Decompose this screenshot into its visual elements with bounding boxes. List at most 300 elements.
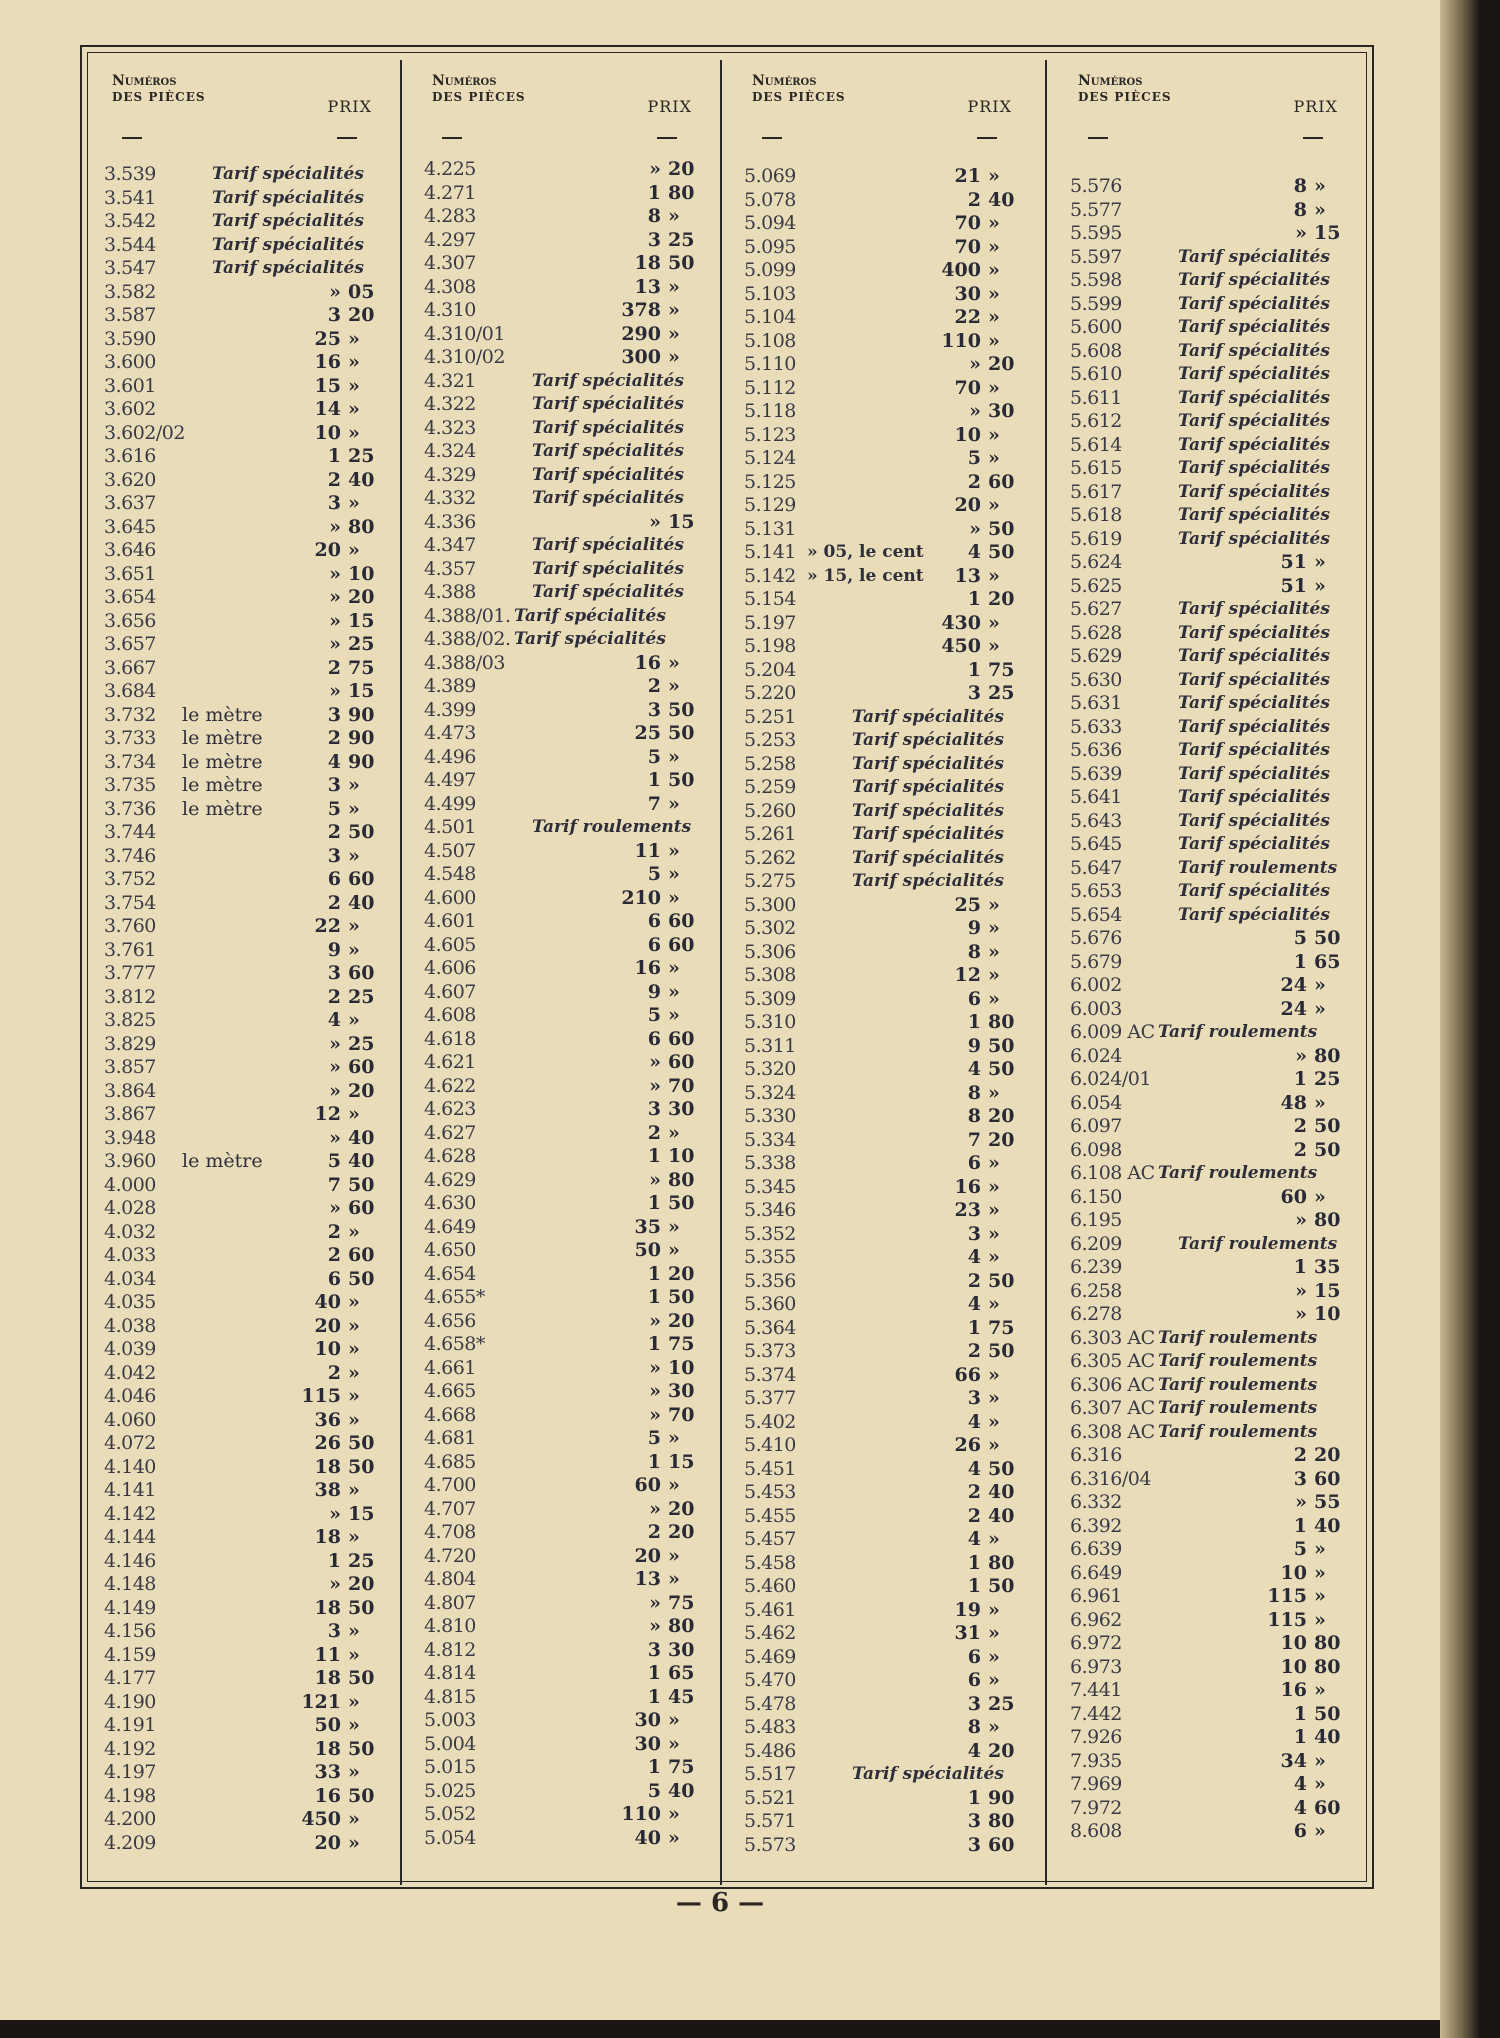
header-numeros-line1: Numéros <box>112 73 177 89</box>
price-centimes: 55 <box>1314 1491 1341 1513</box>
table-row <box>402 957 722 981</box>
price-centimes: 25 <box>348 1549 375 1572</box>
price-centimes: 40 <box>1314 1514 1341 1537</box>
table-row <box>82 657 402 681</box>
tarif-note: Tarif spécialités <box>532 464 684 485</box>
part-number: 4.623 <box>424 1098 476 1120</box>
table-row <box>722 1599 1042 1623</box>
price-francs: 1 <box>967 1316 981 1339</box>
part-number: 6.209 <box>1070 1232 1122 1255</box>
part-number: 4.665 <box>424 1380 476 1402</box>
price-centimes: 20 <box>348 304 375 326</box>
price-francs: 5 <box>1293 1538 1307 1560</box>
price-centimes: » <box>988 235 1000 258</box>
price-centimes: 60 <box>668 910 695 932</box>
price-centimes: » <box>1314 1749 1326 1772</box>
price-centimes: 60 <box>348 1244 375 1266</box>
price-francs: 2 <box>967 1481 981 1503</box>
table-row <box>82 821 402 845</box>
part-number: 3.864 <box>104 1079 156 1102</box>
price-centimes: 15 <box>668 510 695 533</box>
price-francs: 3 <box>967 682 981 704</box>
table-row <box>402 1310 722 1334</box>
tarif-note: Tarif spécialités <box>532 488 684 508</box>
table-row <box>1048 528 1368 552</box>
part-number: 6.303 AC <box>1070 1326 1155 1349</box>
price-francs: » <box>1295 1044 1307 1067</box>
price-column-3 <box>722 55 1042 1885</box>
table-row <box>722 1105 1042 1129</box>
price-francs: 1 <box>1293 1726 1307 1748</box>
price-francs: 6 <box>967 1669 981 1691</box>
price-centimes: 30 <box>668 1380 695 1402</box>
table-row <box>722 1810 1042 1834</box>
table-row <box>82 1409 402 1433</box>
price-francs: 3 <box>327 703 341 726</box>
table-row <box>82 398 402 422</box>
part-number: 5.360 <box>744 1293 796 1315</box>
column-header <box>402 55 722 145</box>
table-row <box>1048 1491 1368 1515</box>
price-centimes: 50 <box>348 1455 375 1478</box>
price-francs: 70 <box>954 376 981 399</box>
price-francs: 5 <box>647 1004 661 1026</box>
tarif-note: Tarif spécialités <box>1178 270 1330 290</box>
part-number: 4.192 <box>104 1737 156 1760</box>
table-row <box>402 1404 722 1428</box>
price-centimes: 10 <box>1314 1303 1341 1325</box>
price-centimes: 40 <box>348 1126 375 1149</box>
part-number: 4.388 <box>424 581 476 603</box>
price-francs: 2 <box>327 727 341 749</box>
price-centimes: 20 <box>988 588 1015 610</box>
price-centimes: 05 <box>348 280 375 303</box>
price-francs: 14 <box>314 398 341 420</box>
part-number: 5.364 <box>744 1316 796 1339</box>
price-centimes: 15 <box>1314 1279 1341 1302</box>
price-centimes: » <box>1314 1608 1326 1631</box>
price-centimes: » <box>1314 974 1326 996</box>
price-centimes: 20 <box>668 158 695 180</box>
price-centimes: 90 <box>348 750 375 773</box>
price-francs: 10 <box>954 423 981 446</box>
part-number: 5.576 <box>1070 175 1122 197</box>
price-francs: 6 <box>967 1152 981 1174</box>
table-row <box>82 798 402 822</box>
part-number: 8.608 <box>1070 1820 1122 1842</box>
table-row <box>722 424 1042 448</box>
price-francs: 8 <box>967 1105 981 1127</box>
price-francs: 2 <box>647 1121 661 1144</box>
table-row <box>1048 1632 1368 1656</box>
price-francs: 2 <box>327 1220 341 1243</box>
price-francs: 5 <box>327 797 341 820</box>
table-row <box>82 1244 402 1268</box>
table-row <box>82 633 402 657</box>
price-francs: 5 <box>1293 927 1307 949</box>
price-centimes: » <box>988 1622 1000 1644</box>
price-centimes: » <box>348 915 360 937</box>
price-francs: 18 <box>314 1667 341 1689</box>
table-row <box>82 351 402 375</box>
part-number: 4.000 <box>104 1173 156 1196</box>
part-number: 6.316/04 <box>1070 1467 1151 1490</box>
price-francs: 18 <box>634 252 661 274</box>
tarif-note: Tarif spécialités <box>212 258 364 278</box>
part-number: 5.197 <box>744 611 796 634</box>
price-centimes: » <box>348 1831 360 1854</box>
table-row <box>1048 763 1368 787</box>
part-number: 5.141 <box>744 541 796 563</box>
table-row <box>402 769 722 793</box>
part-number: 5.054 <box>424 1826 476 1849</box>
part-number: 3.733 <box>104 727 156 749</box>
header-numeros-line1: Numéros <box>1078 73 1143 89</box>
table-row <box>402 1263 722 1287</box>
price-francs: 38 <box>314 1479 341 1501</box>
tarif-note: Tarif spécialités <box>1178 458 1330 478</box>
part-number: 4.142 <box>104 1502 156 1525</box>
part-number: 4.032 <box>104 1220 156 1243</box>
price-centimes: » <box>668 651 680 674</box>
table-row <box>722 212 1042 236</box>
part-number: 4.191 <box>104 1714 156 1736</box>
table-row <box>1048 1562 1368 1586</box>
part-number: 4.499 <box>424 792 476 815</box>
table-row <box>722 659 1042 683</box>
price-centimes: 80 <box>1314 1632 1341 1654</box>
table-row <box>402 276 722 300</box>
tarif-note: Tarif spécialités <box>852 847 1004 868</box>
price-centimes: » <box>348 1690 360 1713</box>
price-centimes: » <box>348 421 360 444</box>
table-row <box>1048 1233 1368 1257</box>
price-francs: » <box>649 1615 661 1637</box>
price-francs: 25 <box>314 327 341 350</box>
table-row <box>1048 1209 1368 1233</box>
tarif-note: Tarif spécialités <box>1178 810 1330 831</box>
price-centimes: » <box>668 346 680 368</box>
part-number: 5.198 <box>744 635 796 657</box>
table-row <box>402 675 722 699</box>
price-column-4 <box>1048 55 1368 1885</box>
price-francs: 1 <box>967 1551 981 1574</box>
part-number: 5.631 <box>1070 692 1122 714</box>
part-number: 3.760 <box>104 915 156 937</box>
price-centimes: 25 <box>348 633 375 655</box>
column-header <box>82 55 402 145</box>
price-list <box>1048 175 1368 1844</box>
table-row <box>82 1432 402 1456</box>
price-francs: 115 <box>1267 1608 1307 1631</box>
price-centimes: » <box>988 165 1000 187</box>
tarif-note: Tarif roulements <box>1158 1022 1318 1042</box>
part-number: 4.200 <box>104 1808 156 1830</box>
price-centimes: » <box>988 987 1000 1010</box>
price-francs: » <box>329 1056 341 1078</box>
part-number: 5.261 <box>744 823 796 845</box>
price-francs: 8 <box>1293 175 1307 197</box>
unit-label: le mètre <box>182 797 263 820</box>
price-francs: 20 <box>954 494 981 516</box>
table-row <box>82 1338 402 1362</box>
table-row <box>1048 951 1368 975</box>
tarif-note: Tarif spécialités <box>1178 693 1330 713</box>
part-number: 4.198 <box>104 1784 156 1807</box>
price-centimes: » <box>348 1714 360 1736</box>
table-row <box>1048 669 1368 693</box>
price-francs: » <box>649 1051 661 1073</box>
price-francs: 16 <box>954 1175 981 1198</box>
tarif-note: Tarif spécialités <box>852 800 1004 821</box>
table-row <box>722 776 1042 800</box>
table-row <box>722 1458 1042 1482</box>
table-row <box>722 847 1042 871</box>
price-francs: » <box>649 1356 661 1379</box>
price-francs: 378 <box>621 299 661 321</box>
tarif-note: Tarif spécialités <box>1178 904 1330 925</box>
part-number: 4.190 <box>104 1690 156 1713</box>
price-centimes: » <box>668 1544 680 1567</box>
price-francs: 4 <box>327 1009 341 1031</box>
table-row <box>402 1756 722 1780</box>
price-centimes: 80 <box>1314 1655 1341 1678</box>
part-number: 3.590 <box>104 327 156 350</box>
table-row <box>402 158 722 182</box>
price-centimes: 80 <box>348 515 375 538</box>
table-row <box>402 1780 722 1804</box>
part-number: 4.156 <box>104 1620 156 1642</box>
table-row <box>722 283 1042 307</box>
price-francs: » <box>649 1074 661 1097</box>
table-row <box>402 1521 722 1545</box>
price-francs: » <box>329 1502 341 1525</box>
price-centimes: » <box>348 539 360 561</box>
table-row <box>722 1434 1042 1458</box>
price-francs: 1 <box>967 1011 981 1033</box>
header-numeros <box>1078 73 1172 105</box>
table-row <box>82 704 402 728</box>
part-number: 3.746 <box>104 844 156 867</box>
part-number: 6.973 <box>1070 1655 1122 1678</box>
part-number: 5.204 <box>744 658 796 681</box>
table-row <box>82 1597 402 1621</box>
tarif-note: Tarif spécialités <box>852 824 1004 844</box>
table-row <box>82 163 402 187</box>
table-row <box>1048 481 1368 505</box>
part-number: 3.857 <box>104 1056 156 1078</box>
part-number: 4.700 <box>424 1474 476 1496</box>
price-francs: 13 <box>954 564 981 587</box>
price-centimes: » <box>988 306 1000 328</box>
table-row <box>1048 434 1368 458</box>
part-number: 5.571 <box>744 1810 796 1832</box>
part-number: 4.033 <box>104 1244 156 1266</box>
price-centimes: 50 <box>1314 927 1341 949</box>
price-francs: 11 <box>634 839 661 862</box>
table-row <box>1048 880 1368 904</box>
part-number: 4.388/03 <box>424 651 505 674</box>
part-number: 5.458 <box>744 1551 796 1574</box>
table-row <box>722 236 1042 260</box>
price-centimes: 15 <box>1314 222 1341 244</box>
price-centimes: » <box>348 1361 360 1384</box>
table-row <box>1048 904 1368 928</box>
price-centimes: » <box>668 1709 680 1731</box>
price-centimes: 60 <box>668 933 695 956</box>
price-centimes: 75 <box>668 1333 695 1355</box>
price-centimes: 75 <box>988 1316 1015 1339</box>
part-number: 6.009 AC <box>1070 1021 1155 1043</box>
table-row <box>1048 1679 1368 1703</box>
part-number: 5.629 <box>1070 645 1122 667</box>
part-number: 5.615 <box>1070 457 1122 479</box>
price-centimes: 15 <box>348 609 375 632</box>
price-francs: 4 <box>967 1293 981 1315</box>
tarif-note: Tarif spécialités <box>532 370 684 391</box>
price-centimes: » <box>1314 997 1326 1020</box>
part-number: 4.399 <box>424 698 476 721</box>
part-number: 5.069 <box>744 165 796 187</box>
part-number: 4.329 <box>424 463 476 486</box>
table-row <box>402 699 722 723</box>
price-centimes: » <box>1314 1679 1326 1701</box>
part-number: 5.608 <box>1070 339 1122 362</box>
part-number: 5.610 <box>1070 363 1122 385</box>
table-row <box>82 1197 402 1221</box>
table-row <box>82 774 402 798</box>
table-row <box>1048 246 1368 270</box>
table-row <box>722 1340 1042 1364</box>
price-centimes: 40 <box>348 1150 375 1172</box>
tarif-note: Tarif roulements <box>1158 1421 1318 1442</box>
price-centimes: 80 <box>988 1551 1015 1574</box>
price-francs: 7 <box>647 792 661 815</box>
unit-label: le mètre <box>182 1150 263 1172</box>
table-row <box>402 417 722 441</box>
part-number: 5.302 <box>744 917 796 939</box>
price-francs: 3 <box>327 304 341 326</box>
price-centimes: 10 <box>668 1145 695 1167</box>
price-francs: 16 <box>314 351 341 373</box>
table-row <box>1048 1585 1368 1609</box>
table-row <box>402 1098 722 1122</box>
price-francs: 12 <box>314 1103 341 1125</box>
tarif-note: Tarif spécialités <box>852 871 1004 891</box>
price-francs: » <box>1295 222 1307 244</box>
tarif-note: Tarif spécialités <box>1178 716 1330 737</box>
table-row <box>1048 645 1368 669</box>
price-centimes: » <box>348 1338 360 1360</box>
price-centimes: » <box>1314 574 1326 597</box>
part-number: 5.104 <box>744 306 796 328</box>
price-centimes: 60 <box>348 962 375 984</box>
price-centimes: 20 <box>988 353 1015 375</box>
part-number: 5.600 <box>1070 316 1122 338</box>
price-centimes: 20 <box>668 1521 695 1543</box>
price-francs: 22 <box>314 915 341 937</box>
part-number: 4.046 <box>104 1385 156 1407</box>
part-number: 6.054 <box>1070 1091 1122 1114</box>
table-row <box>402 934 722 958</box>
unit-label: le mètre <box>182 703 263 726</box>
price-centimes: 50 <box>988 1340 1015 1362</box>
price-centimes: 60 <box>668 1051 695 1073</box>
part-number: 5.154 <box>744 588 796 610</box>
price-centimes: 50 <box>348 1267 375 1290</box>
price-francs: » <box>329 609 341 632</box>
price-francs: 33 <box>314 1761 341 1783</box>
table-row <box>1048 716 1368 740</box>
part-number: 4.681 <box>424 1427 476 1449</box>
table-row <box>722 1646 1042 1670</box>
table-row <box>82 328 402 352</box>
price-centimes: » <box>988 376 1000 399</box>
part-number: 4.654 <box>424 1262 476 1285</box>
price-francs: 7 <box>327 1173 341 1196</box>
table-row <box>1048 692 1368 716</box>
part-number: 4.473 <box>424 722 476 744</box>
table-row <box>402 182 722 206</box>
price-francs: 6 <box>647 933 661 956</box>
part-number: 6.392 <box>1070 1514 1122 1537</box>
price-centimes: » <box>348 492 360 514</box>
table-row <box>82 1080 402 1104</box>
price-francs: 8 <box>1293 198 1307 221</box>
price-centimes: 80 <box>988 1011 1015 1033</box>
table-row <box>82 1667 402 1691</box>
price-francs: 8 <box>647 205 661 227</box>
price-centimes: » <box>988 1222 1000 1245</box>
part-number: 4.496 <box>424 745 476 768</box>
table-row <box>1048 1797 1368 1821</box>
table-row <box>1048 1374 1368 1398</box>
price-centimes: » <box>988 893 1000 916</box>
price-list <box>722 165 1042 1857</box>
part-number: 7.442 <box>1070 1702 1122 1725</box>
price-francs: 16 <box>634 651 661 674</box>
price-centimes: 40 <box>988 1481 1015 1503</box>
price-francs: 2 <box>967 1340 981 1362</box>
part-number: 5.131 <box>744 517 796 540</box>
price-centimes: » <box>668 886 680 909</box>
part-number: 5.108 <box>744 329 796 352</box>
table-row <box>402 1639 722 1663</box>
table-row <box>402 793 722 817</box>
part-number: 5.262 <box>744 846 796 869</box>
part-number: 3.735 <box>104 774 156 796</box>
price-francs: 4 <box>967 1528 981 1550</box>
part-number: 3.601 <box>104 374 156 397</box>
tarif-note: Tarif roulements <box>1158 1374 1318 1395</box>
price-centimes: » <box>348 374 360 397</box>
price-centimes: 60 <box>1314 1796 1341 1819</box>
price-francs: » <box>329 633 341 655</box>
part-number: 6.024/01 <box>1070 1068 1151 1090</box>
part-number: 5.094 <box>744 212 796 234</box>
table-row <box>402 1192 722 1216</box>
price-francs: » <box>649 158 661 180</box>
price-centimes: » <box>668 839 680 862</box>
table-row <box>82 962 402 986</box>
price-francs: 40 <box>634 1826 661 1849</box>
table-row <box>1048 551 1368 575</box>
header-rule <box>337 137 357 139</box>
tarif-note: Tarif spécialités <box>532 441 684 461</box>
part-number: 5.112 <box>744 376 796 399</box>
part-number: 6.258 <box>1070 1279 1122 1302</box>
table-row <box>82 1691 402 1715</box>
